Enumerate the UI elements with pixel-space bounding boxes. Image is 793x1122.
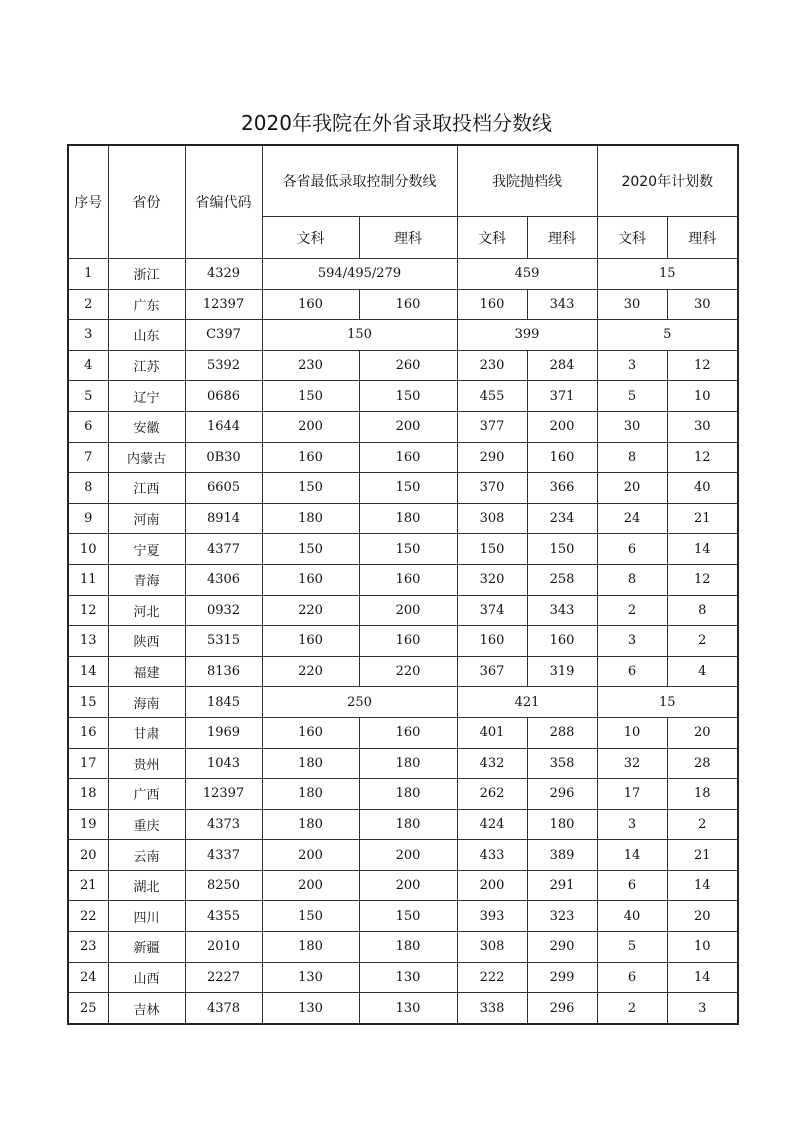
plan-wen-cell: 5 (597, 381, 667, 412)
plan-li-cell: 30 (667, 411, 738, 442)
table-row (68, 717, 738, 748)
table-row (68, 503, 738, 534)
school-line-wen-cell: 290 (457, 442, 527, 473)
code-cell: 0B30 (185, 442, 262, 473)
table-row (68, 626, 738, 657)
province-cell: 云南 (108, 840, 185, 871)
header-plan-wen: 文科 (597, 217, 667, 259)
school-line-li-cell: 343 (527, 595, 597, 626)
min-score-wen-cell: 180 (262, 503, 359, 534)
header-province: 省份 (108, 145, 185, 259)
school-line-li-cell: 296 (527, 779, 597, 810)
min-score-li-cell: 160 (359, 289, 457, 320)
code-cell: 2227 (185, 962, 262, 993)
school-line-li-cell: 290 (527, 932, 597, 963)
code-cell: 2010 (185, 932, 262, 963)
school-line-wen-cell: 320 (457, 564, 527, 595)
min-score-wen-cell: 130 (262, 993, 359, 1024)
province-cell: 重庆 (108, 809, 185, 840)
code-cell: 12397 (185, 289, 262, 320)
min-score-wen-cell: 150 (262, 901, 359, 932)
seq-cell: 13 (68, 626, 108, 657)
plan-wen-cell: 30 (597, 411, 667, 442)
table-row (68, 901, 738, 932)
table-row (68, 564, 738, 595)
plan-wen-cell: 5 (597, 932, 667, 963)
min-score-wen-cell: 160 (262, 626, 359, 657)
code-cell: 0932 (185, 595, 262, 626)
min-score-wen-cell: 180 (262, 748, 359, 779)
province-cell: 江苏 (108, 350, 185, 381)
seq-cell: 6 (68, 411, 108, 442)
school-line-wen-cell: 308 (457, 503, 527, 534)
page-title: 2020年我院在外省录取投档分数线 (241, 111, 552, 135)
plan-li-cell: 30 (667, 289, 738, 320)
plan-li-cell: 14 (667, 870, 738, 901)
school-line-li-cell: 234 (527, 503, 597, 534)
code-cell: 1845 (185, 687, 262, 718)
plan-wen-cell: 3 (597, 809, 667, 840)
min-score-li-cell: 150 (359, 534, 457, 565)
seq-cell: 3 (68, 320, 108, 351)
seq-cell: 7 (68, 442, 108, 473)
school-line-li-cell: 291 (527, 870, 597, 901)
school-line-li-cell: 371 (527, 381, 597, 412)
code-cell: 8914 (185, 503, 262, 534)
table-row (68, 381, 738, 412)
header-plan-li: 理科 (667, 217, 738, 259)
table-row (68, 779, 738, 810)
min-score-wen-cell: 160 (262, 564, 359, 595)
code-cell: 5315 (185, 626, 262, 657)
code-cell: 4378 (185, 993, 262, 1024)
min-score-li-cell: 180 (359, 809, 457, 840)
table-body (68, 259, 738, 1024)
code-cell: 1644 (185, 411, 262, 442)
plan-wen-cell: 8 (597, 564, 667, 595)
plan-cell: 5 (597, 320, 738, 351)
min-score-wen-cell: 160 (262, 442, 359, 473)
min-score-li-cell: 260 (359, 350, 457, 381)
plan-li-cell: 21 (667, 503, 738, 534)
seq-cell: 25 (68, 993, 108, 1024)
plan-wen-cell: 32 (597, 748, 667, 779)
code-cell: 4337 (185, 840, 262, 871)
min-score-wen-cell: 230 (262, 350, 359, 381)
table-row (68, 748, 738, 779)
school-line-wen-cell: 150 (457, 534, 527, 565)
min-score-wen-cell: 180 (262, 932, 359, 963)
table-row (68, 411, 738, 442)
table-row (68, 687, 738, 718)
school-line-li-cell: 160 (527, 442, 597, 473)
plan-wen-cell: 20 (597, 473, 667, 504)
plan-wen-cell: 2 (597, 595, 667, 626)
province-cell: 吉林 (108, 993, 185, 1024)
min-score-wen-cell: 180 (262, 809, 359, 840)
school-line-li-cell: 343 (527, 289, 597, 320)
plan-cell: 15 (597, 687, 738, 718)
school-line-wen-cell: 222 (457, 962, 527, 993)
school-line-li-cell: 323 (527, 901, 597, 932)
province-cell: 陕西 (108, 626, 185, 657)
table-row (68, 932, 738, 963)
school-line-wen-cell: 230 (457, 350, 527, 381)
plan-wen-cell: 24 (597, 503, 667, 534)
seq-cell: 2 (68, 289, 108, 320)
min-score-li-cell: 180 (359, 779, 457, 810)
code-cell: 6605 (185, 473, 262, 504)
seq-cell: 1 (68, 259, 108, 290)
seq-cell: 22 (68, 901, 108, 932)
min-score-li-cell: 150 (359, 473, 457, 504)
table-row (68, 442, 738, 473)
province-cell: 青海 (108, 564, 185, 595)
plan-wen-cell: 3 (597, 626, 667, 657)
header-school-wen: 文科 (457, 217, 527, 259)
school-line-wen-cell: 374 (457, 595, 527, 626)
seq-cell: 14 (68, 656, 108, 687)
table-row (68, 595, 738, 626)
seq-cell: 24 (68, 962, 108, 993)
school-line-wen-cell: 367 (457, 656, 527, 687)
school-line-li-cell: 358 (527, 748, 597, 779)
school-line-li-cell: 180 (527, 809, 597, 840)
table-row (68, 656, 738, 687)
code-cell: 8250 (185, 870, 262, 901)
school-line-li-cell: 299 (527, 962, 597, 993)
code-cell: 5392 (185, 350, 262, 381)
plan-wen-cell: 17 (597, 779, 667, 810)
min-score-li-cell: 180 (359, 748, 457, 779)
seq-cell: 23 (68, 932, 108, 963)
plan-li-cell: 3 (667, 993, 738, 1024)
code-cell: 12397 (185, 779, 262, 810)
min-score-wen-cell: 150 (262, 534, 359, 565)
school-line-wen-cell: 200 (457, 870, 527, 901)
province-cell: 山东 (108, 320, 185, 351)
plan-wen-cell: 30 (597, 289, 667, 320)
seq-cell: 16 (68, 717, 108, 748)
seq-cell: 10 (68, 534, 108, 565)
plan-li-cell: 10 (667, 932, 738, 963)
seq-cell: 11 (68, 564, 108, 595)
school-line-cell: 459 (457, 259, 597, 290)
min-score-wen-cell: 200 (262, 411, 359, 442)
min-score-li-cell: 130 (359, 962, 457, 993)
min-score-cell: 250 (262, 687, 457, 718)
table-row (68, 870, 738, 901)
province-cell: 贵州 (108, 748, 185, 779)
school-line-li-cell: 200 (527, 411, 597, 442)
plan-li-cell: 10 (667, 381, 738, 412)
table-row (68, 473, 738, 504)
province-cell: 宁夏 (108, 534, 185, 565)
code-cell: 4373 (185, 809, 262, 840)
min-score-cell: 150 (262, 320, 457, 351)
code-cell: 4329 (185, 259, 262, 290)
header-group-plan: 2020年计划数 (597, 145, 738, 217)
seq-cell: 21 (68, 870, 108, 901)
code-cell: 4355 (185, 901, 262, 932)
plan-li-cell: 2 (667, 626, 738, 657)
table-row (68, 350, 738, 381)
min-score-wen-cell: 200 (262, 840, 359, 871)
table-row (68, 259, 738, 290)
school-line-wen-cell: 433 (457, 840, 527, 871)
min-score-li-cell: 160 (359, 626, 457, 657)
plan-wen-cell: 8 (597, 442, 667, 473)
min-score-li-cell: 200 (359, 840, 457, 871)
seq-cell: 15 (68, 687, 108, 718)
min-score-cell: 594/495/279 (262, 259, 457, 290)
plan-li-cell: 21 (667, 840, 738, 871)
province-cell: 河南 (108, 503, 185, 534)
table-row (68, 840, 738, 871)
code-cell: 8136 (185, 656, 262, 687)
header-group-school: 我院抛档线 (457, 145, 597, 217)
plan-wen-cell: 2 (597, 993, 667, 1024)
plan-cell: 15 (597, 259, 738, 290)
school-line-li-cell: 288 (527, 717, 597, 748)
min-score-li-cell: 200 (359, 411, 457, 442)
min-score-wen-cell: 180 (262, 779, 359, 810)
school-line-wen-cell: 455 (457, 381, 527, 412)
school-line-wen-cell: 432 (457, 748, 527, 779)
seq-cell: 19 (68, 809, 108, 840)
min-score-li-cell: 160 (359, 564, 457, 595)
table-row (68, 289, 738, 320)
table-row (68, 320, 738, 351)
score-table (67, 144, 739, 1025)
province-cell: 辽宁 (108, 381, 185, 412)
school-line-li-cell: 296 (527, 993, 597, 1024)
min-score-wen-cell: 220 (262, 656, 359, 687)
code-cell: 4306 (185, 564, 262, 595)
table-row (68, 809, 738, 840)
plan-wen-cell: 10 (597, 717, 667, 748)
school-line-li-cell: 319 (527, 656, 597, 687)
plan-wen-cell: 6 (597, 962, 667, 993)
header-school-li: 理科 (527, 217, 597, 259)
school-line-li-cell: 284 (527, 350, 597, 381)
plan-li-cell: 12 (667, 564, 738, 595)
school-line-wen-cell: 377 (457, 411, 527, 442)
plan-li-cell: 28 (667, 748, 738, 779)
code-cell: 1043 (185, 748, 262, 779)
plan-wen-cell: 14 (597, 840, 667, 871)
plan-wen-cell: 3 (597, 350, 667, 381)
plan-li-cell: 20 (667, 717, 738, 748)
plan-wen-cell: 6 (597, 656, 667, 687)
province-cell: 安徽 (108, 411, 185, 442)
school-line-li-cell: 258 (527, 564, 597, 595)
min-score-li-cell: 150 (359, 381, 457, 412)
table-row (68, 993, 738, 1024)
school-line-wen-cell: 160 (457, 289, 527, 320)
school-line-cell: 399 (457, 320, 597, 351)
min-score-li-cell: 200 (359, 595, 457, 626)
province-cell: 广西 (108, 779, 185, 810)
school-line-wen-cell: 393 (457, 901, 527, 932)
code-cell: 1969 (185, 717, 262, 748)
province-cell: 山西 (108, 962, 185, 993)
province-cell: 福建 (108, 656, 185, 687)
school-line-wen-cell: 160 (457, 626, 527, 657)
province-cell: 浙江 (108, 259, 185, 290)
min-score-wen-cell: 160 (262, 289, 359, 320)
min-score-wen-cell: 160 (262, 717, 359, 748)
school-line-li-cell: 150 (527, 534, 597, 565)
school-line-li-cell: 389 (527, 840, 597, 871)
code-cell: 0686 (185, 381, 262, 412)
school-line-li-cell: 160 (527, 626, 597, 657)
min-score-li-cell: 130 (359, 993, 457, 1024)
min-score-li-cell: 180 (359, 932, 457, 963)
plan-li-cell: 12 (667, 350, 738, 381)
school-line-wen-cell: 370 (457, 473, 527, 504)
province-cell: 海南 (108, 687, 185, 718)
seq-cell: 4 (68, 350, 108, 381)
header-min-wen: 文科 (262, 217, 359, 259)
seq-cell: 5 (68, 381, 108, 412)
school-line-cell: 421 (457, 687, 597, 718)
plan-li-cell: 2 (667, 809, 738, 840)
seq-cell: 8 (68, 473, 108, 504)
province-cell: 内蒙古 (108, 442, 185, 473)
province-cell: 湖北 (108, 870, 185, 901)
header-seq: 序号 (68, 145, 108, 259)
school-line-wen-cell: 401 (457, 717, 527, 748)
plan-li-cell: 12 (667, 442, 738, 473)
province-cell: 广东 (108, 289, 185, 320)
min-score-li-cell: 160 (359, 717, 457, 748)
min-score-wen-cell: 130 (262, 962, 359, 993)
min-score-li-cell: 200 (359, 870, 457, 901)
plan-li-cell: 14 (667, 962, 738, 993)
code-cell: C397 (185, 320, 262, 351)
seq-cell: 18 (68, 779, 108, 810)
plan-wen-cell: 6 (597, 870, 667, 901)
school-line-li-cell: 366 (527, 473, 597, 504)
province-cell: 河北 (108, 595, 185, 626)
header-group-min: 各省最低录取控制分数线 (262, 145, 457, 217)
plan-li-cell: 18 (667, 779, 738, 810)
school-line-wen-cell: 424 (457, 809, 527, 840)
seq-cell: 9 (68, 503, 108, 534)
plan-li-cell: 4 (667, 656, 738, 687)
province-cell: 四川 (108, 901, 185, 932)
plan-wen-cell: 6 (597, 534, 667, 565)
min-score-li-cell: 220 (359, 656, 457, 687)
header-code: 省编代码 (185, 145, 262, 259)
plan-li-cell: 20 (667, 901, 738, 932)
min-score-wen-cell: 200 (262, 870, 359, 901)
plan-li-cell: 40 (667, 473, 738, 504)
seq-cell: 12 (68, 595, 108, 626)
plan-wen-cell: 40 (597, 901, 667, 932)
school-line-wen-cell: 338 (457, 993, 527, 1024)
table-row (68, 534, 738, 565)
school-line-wen-cell: 262 (457, 779, 527, 810)
header-min-li: 理科 (359, 217, 457, 259)
plan-li-cell: 14 (667, 534, 738, 565)
min-score-wen-cell: 150 (262, 381, 359, 412)
province-cell: 江西 (108, 473, 185, 504)
code-cell: 4377 (185, 534, 262, 565)
min-score-wen-cell: 150 (262, 473, 359, 504)
province-cell: 甘肃 (108, 717, 185, 748)
province-cell: 新疆 (108, 932, 185, 963)
seq-cell: 17 (68, 748, 108, 779)
school-line-wen-cell: 308 (457, 932, 527, 963)
min-score-li-cell: 180 (359, 503, 457, 534)
seq-cell: 20 (68, 840, 108, 871)
min-score-li-cell: 160 (359, 442, 457, 473)
plan-li-cell: 8 (667, 595, 738, 626)
min-score-wen-cell: 220 (262, 595, 359, 626)
table-row (68, 962, 738, 993)
min-score-li-cell: 150 (359, 901, 457, 932)
